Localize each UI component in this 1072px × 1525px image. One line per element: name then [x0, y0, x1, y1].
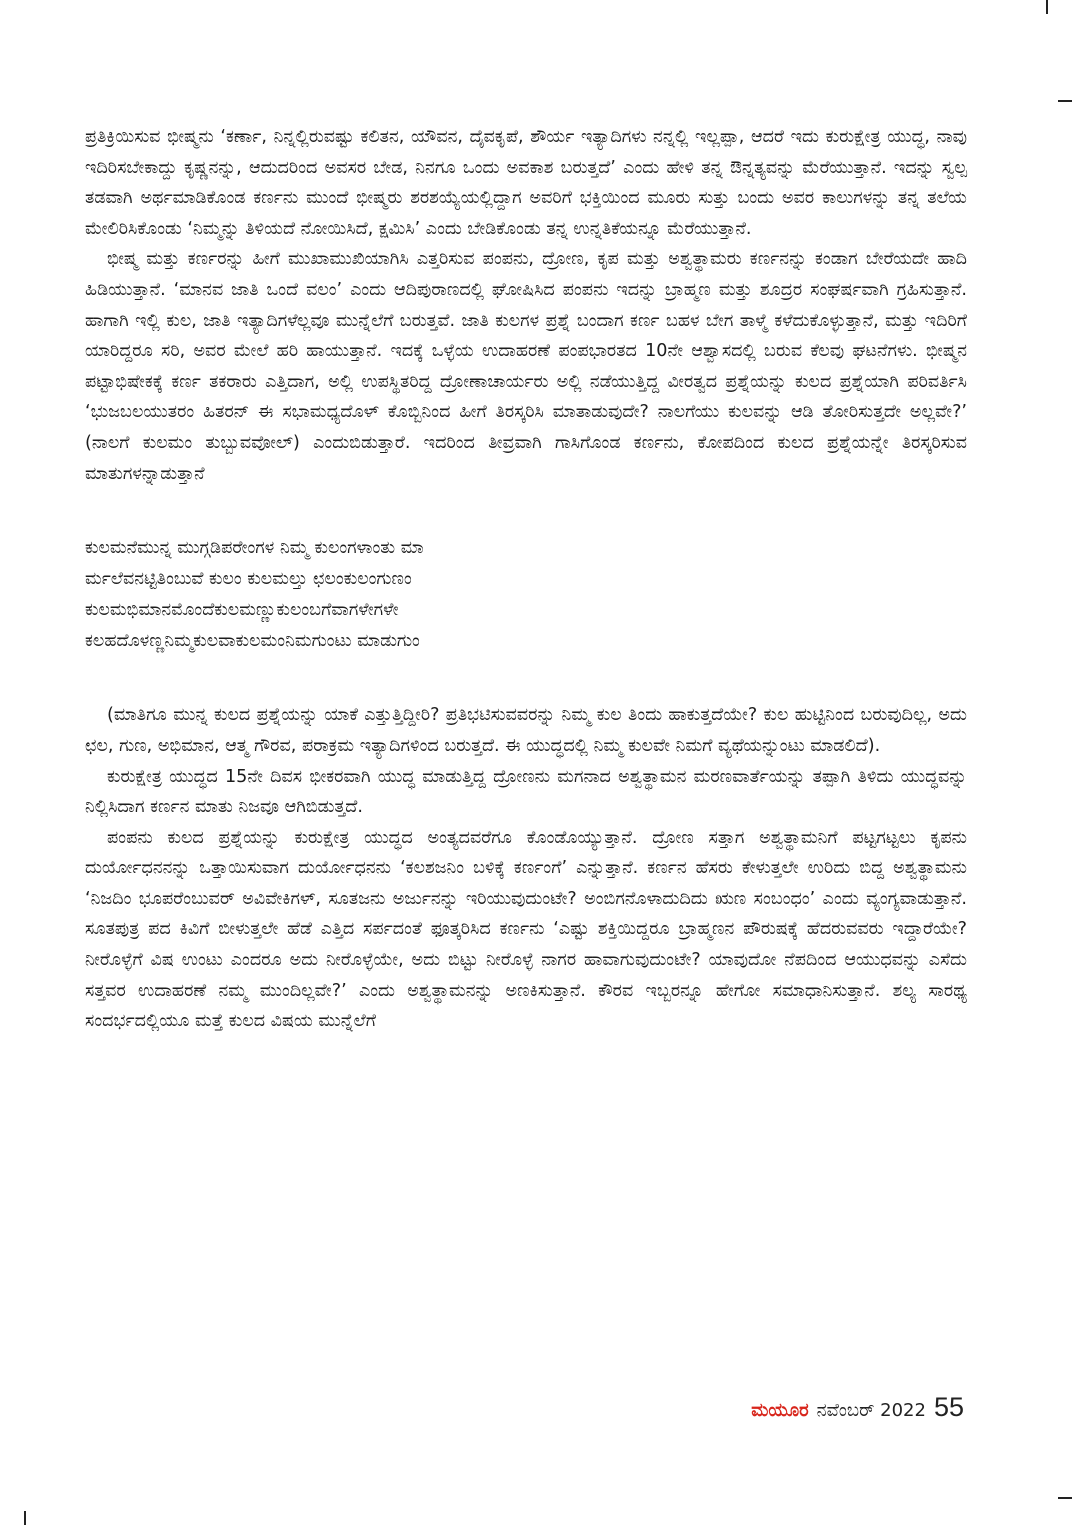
magazine-brand: ಮಯೂರ — [751, 1400, 809, 1421]
page-footer — [751, 1392, 964, 1423]
paragraph-2: ಭೀಷ್ಮ ಮತ್ತು ಕರ್ಣರನ್ನು ಹೀಗೆ ಮುಖಾಮುಖಿಯಾಗಿಸಿ ಎತ್ತರಿಸುವ ಪಂಪನು, ದ್ರೋಣ, ಕೃಪ ಮತ್ತು ಅಶ್ವತ್ಥಾಮರು ಕರ್ಣನನ್ನು ಕಂಡಾಗ ಬೇರೆಯದೇ ಹಾದಿ ಹಿಡಿಯುತ್ತಾನೆ. ‘ಮಾನವ ಜಾತಿ ಒಂದೆ ವಲಂ’ ಎಂದು ಆದಿಪುರಾಣದಲ್ಲಿ ಘೋಷಿಸಿದ ಪಂಪನು ಇದನ್ನು ಬ್ರಾಹ್ಮಣ ಮತ್ತು ಶೂದ್ರರ ಸಂಘರ್ಷವಾಗಿ ಗ್ರಹಿಸುತ್ತಾನೆ. ಹಾಗಾಗಿ ಇಲ್ಲಿ ಕುಲ, ಜಾತಿ ಇತ್ಯಾದಿಗಳೆಲ್ಲವೂ ಮುನ್ನೆಲೆಗೆ ಬರುತ್ತವೆ. ಜಾತಿ ಕುಲಗಳ ಪ್ರಶ್ನೆ ಬಂದಾಗ ಕರ್ಣ ಬಹಳ ಬೇಗ ತಾಳ್ಮೆ ಕಳೆದುಕೊಳ್ಳುತ್ತಾನೆ, ಮತ್ತು ಇದಿರಿಗೆ ಯಾರಿದ್ದರೂ ಸರಿ, ಅವರ ಮೇಲೆ ಹರಿ ಹಾಯುತ್ತಾನೆ. ಇದಕ್ಕೆ ಒಳ್ಳೆಯ ಉದಾಹರಣೆ ಪಂಪಭಾರತದ 10ನೇ ಆಶ್ವಾಸದಲ್ಲಿ ಬರುವ ಕೆಲವು ಘಟನೆಗಳು. ಭೀಷ್ಮನ ಪಟ್ಟಾಭಿಷೇಕಕ್ಕೆ ಕರ್ಣ ತಕರಾರು ಎತ್ತಿದಾಗ, ಅಲ್ಲಿ ಉಪಸ್ಥಿತರಿದ್ದ ದ್ರೋಣಾಚಾರ್ಯರು ಅಲ್ಲಿ ನಡೆಯುತ್ತಿದ್ದ ವೀರತ್ವದ ಪ್ರಶ್ನೆಯನ್ನು ಕುಲದ ಪ್ರಶ್ನೆಯಾಗಿ ಪರಿವರ್ತಿಸಿ ‘ಭುಜಬಲಯುತರಂ ಹಿತರನ್ ಈ ಸಭಾಮಧ್ಯದೊಳ್ ಕೊಬ್ಬಿನಿಂದ ಹೀಗೆ ತಿರಸ್ಕರಿಸಿ ಮಾತಾಡುವುದೇ? ನಾಲಗೆಯು ಕುಲವನ್ನು ಆಡಿ ತೋರಿಸುತ್ತದೇ ಅಲ್ಲವೇ?’ (ನಾಲಗೆ ಕುಲಮಂ ತುಬ್ಬುವವೋಲ್) ಎಂದುಬಿಡುತ್ತಾರೆ. ಇದರಿಂದ ತೀವ್ರವಾಗಿ ಗಾಸಿಗೊಂಡ ಕರ್ಣನು, ಕೋಪದಿಂದ ಕುಲದ ಪ್ರಶ್ನೆಯನ್ನೇ ತಿರಸ್ಕರಿಸುವ ಮಾತುಗಳನ್ನಾಡುತ್ತಾನೆ — [85, 249, 967, 484]
spacer — [85, 656, 967, 700]
page-number: 55 — [933, 1392, 964, 1422]
paragraph-5: ಪಂಪನು ಕುಲದ ಪ್ರಶ್ನೆಯನ್ನು ಕುರುಕ್ಷೇತ್ರ ಯುದ್ಧದ ಅಂತ್ಯದವರೆಗೂ ಕೊಂಡೊಯ್ಯುತ್ತಾನೆ. ದ್ರೋಣ ಸತ್ತಾಗ ಅಶ್ವತ್ಥಾಮನಿಗೆ ಪಟ್ಟಗಟ್ಟಲು ಕೃಪನು ದುರ್ಯೋಧನನನ್ನು ಒತ್ತಾಯಿಸುವಾಗ ದುರ್ಯೋಧನನು ‘ಕಲಶಜನಿಂ ಬಳಿಕ್ಕೆ ಕರ್ಣಂಗೆ’ ಎನ್ನುತ್ತಾನೆ. ಕರ್ಣನ ಹೆಸರು ಕೇಳುತ್ತಲೇ ಉರಿದು ಬಿದ್ದ ಅಶ್ವತ್ಥಾಮನು ‘ನಿಜದಿಂ ಭೂಪರೆಂಬುವರ್ ಅವಿವೇಕಿಗಳ್, ಸೂತಜನು ಅರ್ಜುನನ್ನು ಇರಿಯುವುದುಂಟೇ? ಅಂಬಿಗನೊಳಾದುದಿದು ಋಣ ಸಂಬಂಧಂ’ ಎಂದು ವ್ಯಂಗ್ಯವಾಡುತ್ತಾನೆ. ಸೂತಪುತ್ರ ಪದ ಕಿವಿಗೆ ಬೀಳುತ್ತಲೇ ಹೆಡೆ ಎತ್ತಿದ ಸರ್ಪದಂತೆ ಫೂತ್ಕರಿಸಿದ ಕರ್ಣನು ‘ಎಷ್ಟು ಶಕ್ತಿಯಿದ್ದರೂ ಬ್ರಾಹ್ಮಣನ ಪೌರುಷಕ್ಕೆ ಹೆದರುವವರು ಇದ್ದಾರೆಯೇ? ನೀರೊಳ್ಳೆಗೆ ವಿಷ ಉಂಟು ಎಂದರೂ ಅದು ನೀರೊಳ್ಳೆಯೇ, ಅದು ಬಿಟ್ಟು ನೀರೊಳ್ಳೆ ನಾಗರ ಹಾವಾಗುವುದುಂಟೇ? ಯಾವುದೋ ನೆಪದಿಂದ ಆಯುಧವನ್ನು ಎಸೆದು ಸತ್ತವರ ಉದಾಹರಣೆ ನಮ್ಮ ಮುಂದಿಲ್ಲವೇ?’ ಎಂದು ಅಶ್ವತ್ಥಾಮನನ್ನು ಅಣಕಿಸುತ್ತಾನೆ. ಕೌರವ ಇಬ್ಬರನ್ನೂ ಹೇಗೋ ಸಮಾಧಾನಿಸುತ್ತಾನೆ. ಶಲ್ಯ ಸಾರಥ್ಯ ಸಂದರ್ಭದಲ್ಲಿಯೂ ಮತ್ತೆ ಕುಲದ ವಿಷಯ ಮುನ್ನೆಲೆಗೆ — [85, 827, 967, 1032]
verse-line-3: ಕುಲಮಭಿಮಾನಮೊಂದೆಕುಲಮಣ್ಣುಕುಲಂಬಗೆವಾಗಳೇಗಳೇ — [85, 599, 399, 620]
verse-line-2: ರ್ಮಲೆವನಟ್ಟಿತಿಂಬುವೆ ಕುಲಂ ಕುಲಮಲ್ತು ಛಲಂಕುಲಂಗುಣಂ — [85, 568, 412, 589]
article-body — [85, 122, 967, 1037]
crop-mark-right-lower — [1058, 1497, 1072, 1499]
crop-mark-right-upper — [1058, 100, 1072, 102]
paragraph-4: ಕುರುಕ್ಷೇತ್ರ ಯುದ್ಧದ 15ನೇ ದಿವಸ ಭೀಕರವಾಗಿ ಯುದ್ಧ ಮಾಡುತ್ತಿದ್ದ ದ್ರೋಣನು ಮಗನಾದ ಅಶ್ವತ್ಥಾಮನ ಮರಣವಾರ್ತೆಯನ್ನು ತಪ್ಪಾಗಿ ತಿಳಿದು ಯುದ್ಧವನ್ನು ನಿಲ್ಲಿಸಿದಾಗ ಕರ್ಣನ ಮಾತು ನಿಜವೂ ಆಗಿಬಿಡುತ್ತದೆ. — [85, 766, 967, 818]
paragraph-1: ಪ್ರತಿಕ್ರಿಯಿಸುವ ಭೀಷ್ಮನು ‘ಕರ್ಣಾ, ನಿನ್ನಲ್ಲಿರುವಷ್ಟು ಕಲಿತನ, ಯೌವನ, ದೈವಕೃಪೆ, ಶೌರ್ಯ ಇತ್ಯಾದಿಗಳು ನನ್ನಲ್ಲಿ ಇಲ್ಲಪ್ಪಾ, ಆದರೆ ಇದು ಕುರುಕ್ಷೇತ್ರ ಯುದ್ಧ, ನಾವು ಇದಿರಿಸಬೇಕಾದ್ದು ಕೃಷ್ಣನನ್ನು, ಆದುದರಿಂದ ಅವಸರ ಬೇಡ, ನಿನಗೂ ಒಂದು ಅವಕಾಶ ಬರುತ್ತದೆ’ ಎಂದು ಹೇಳಿ ತನ್ನ ಔನ್ನತ್ಯವನ್ನು ಮೆರೆಯುತ್ತಾನೆ. ಇದನ್ನು ಸ್ವಲ್ಪ ತಡವಾಗಿ ಅರ್ಥಮಾಡಿಕೊಂಡ ಕರ್ಣನು ಮುಂದೆ ಭೀಷ್ಮರು ಶರಶಯ್ಯೆಯಲ್ಲಿದ್ದಾಗ ಅವರಿಗೆ ಭಕ್ತಿಯಿಂದ ಮೂರು ಸುತ್ತು ಬಂದು ಅವರ ಕಾಲುಗಳನ್ನು ತನ್ನ ತಲೆಯ ಮೇಲಿರಿಸಿಕೊಂಡು ‘ನಿಮ್ಮನ್ನು ತಿಳಿಯದೆ ನೋಯಿಸಿದೆ, ಕ್ಷಮಿಸಿ’ ಎಂದು ಬೇಡಿಕೊಂಡು ತನ್ನ ಉನ್ನತಿಕೆಯನ್ನೂ ಮೆರೆಯುತ್ತಾನೆ. — [85, 127, 967, 239]
verse-line-1: ಕುಲಮನೆಮುನ್ನ ಮುಗ್ಗಡಿಪರೇಂಗಳ ನಿಮ್ಮ ಕುಲಂಗಳಾಂತು ಮಾ — [85, 538, 424, 559]
crop-mark-top-right — [1046, 0, 1048, 14]
verse-line-4: ಕಲಹದೊಳಣ್ಣನಿಮ್ಮಕುಲವಾಕುಲಮಂನಿಮಗುಂಟು ಮಾಡುಗುಂ — [85, 630, 420, 651]
verse-block — [85, 533, 967, 656]
issue-date: ನವೆಂಬರ್ 2022 — [816, 1400, 926, 1421]
paragraph-3: (ಮಾತಿಗೂ ಮುನ್ನ ಕುಲದ ಪ್ರಶ್ನೆಯನ್ನು ಯಾಕೆ ಎತ್ತುತ್ತಿದ್ದೀರಿ? ಪ್ರತಿಭಟಿಸುವವರನ್ನು ನಿಮ್ಮ ಕುಲ ತಿಂದು ಹಾಕುತ್ತದೆಯೇ? ಕುಲ ಹುಟ್ಟಿನಿಂದ ಬರುವುದಿಲ್ಲ, ಅದು ಛಲ, ಗುಣ, ಅಭಿಮಾನ, ಆತ್ಮ ಗೌರವ, ಪರಾಕ್ರಮ ಇತ್ಯಾದಿಗಳಿಂದ ಬರುತ್ತದೆ. ಈ ಯುದ್ಧದಲ್ಲಿ ನಿಮ್ಮ ಕುಲವೇ ನಿಮಗೆ ವ್ಯಥೆಯನ್ನುಂಟು ಮಾಡಲಿದೆ). — [85, 705, 967, 756]
spacer — [85, 489, 967, 533]
crop-mark-bottom-left — [24, 1511, 26, 1525]
